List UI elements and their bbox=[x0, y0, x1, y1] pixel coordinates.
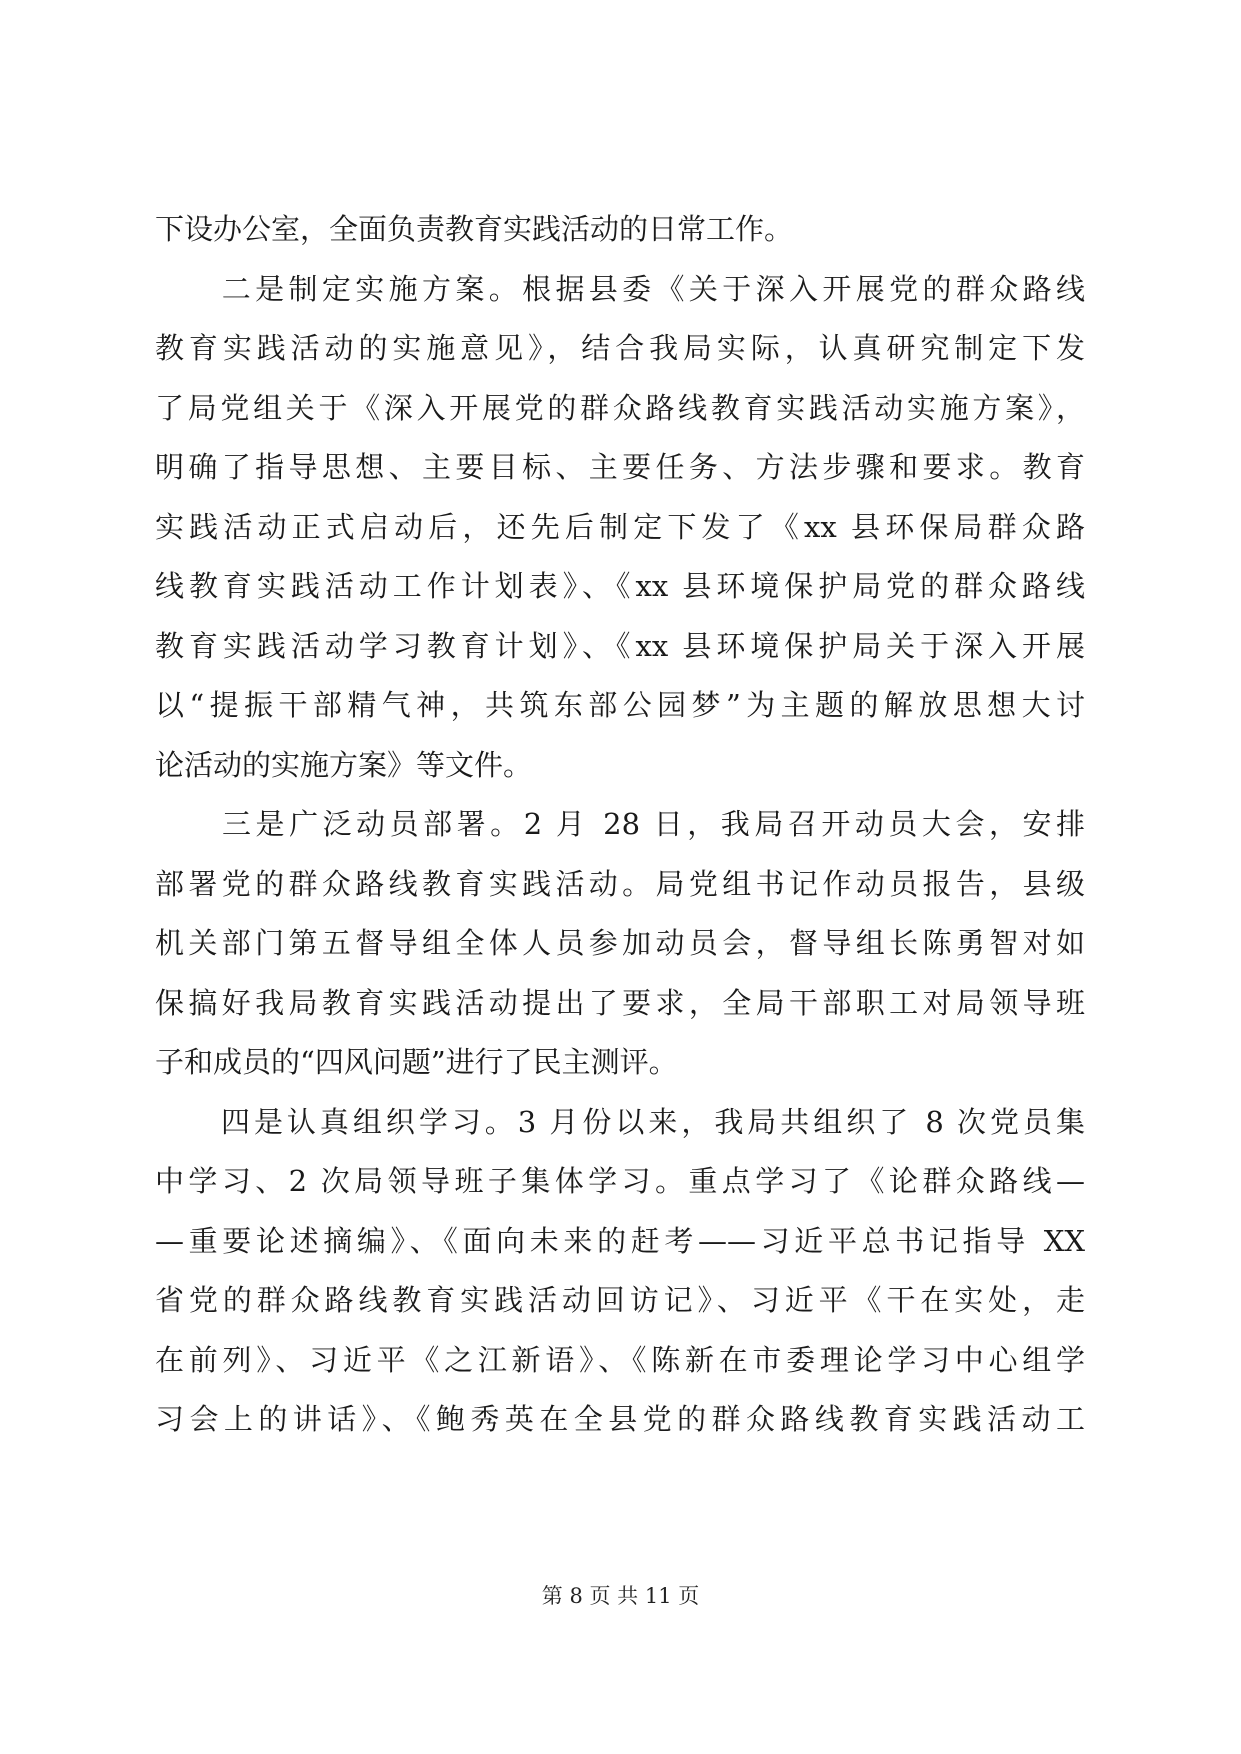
text-line: 习会上的讲话》、《鲍秀英在全县党的群众路线教育实践活动工 bbox=[155, 1402, 1085, 1436]
text-line: 以“提振干部精气神，共筑东部公园梦”为主题的解放思想大讨 bbox=[155, 688, 1085, 722]
text-line: 部署党的群众路线教育实践活动。局党组书记作动员报告，县级 bbox=[155, 866, 1085, 901]
text-line: 三是广泛动员部署。2 月 28 日，我局召开动员大会，安排 bbox=[155, 807, 1085, 841]
text-line: 实践活动正式启动后，还先后制定下发了《xx 县环保局群众路 bbox=[155, 509, 1085, 544]
text-line: 下设办公室，全面负责教育实践活动的日常工作。 bbox=[155, 212, 794, 246]
text-line: 机关部门第五督导组全体人员参加动员会，督导组长陈勇智对如 bbox=[155, 926, 1085, 960]
text-line: 四是认真组织学习。3 月份以来，我局共组织了 8 次党员集 bbox=[155, 1104, 1085, 1139]
text-line: 二是制定实施方案。根据县委《关于深入开展党的群众路线 bbox=[155, 271, 1085, 306]
text-line: 省党的群众路线教育实践活动回访记》、习近平《干在实处，走 bbox=[155, 1283, 1085, 1317]
body-text bbox=[155, 200, 1085, 1450]
page-footer: 第 8 页 共 11 页 bbox=[541, 1584, 700, 1608]
text-line: 了局党组关于《深入开展党的群众路线教育实践活动实施方案》， bbox=[155, 390, 1085, 425]
text-line: 子和成员的“四风问题”进行了民主测评。 bbox=[155, 1045, 678, 1079]
text-line: 线教育实践活动工作计划表》、《xx 县环境保护局党的群众路线 bbox=[155, 569, 1085, 603]
text-line: 明确了指导思想、主要目标、主要任务、方法步骤和要求。教育 bbox=[155, 450, 1085, 484]
text-line: 教育实践活动的实施意见》，结合我局实际，认真研究制定下发 bbox=[155, 331, 1085, 365]
text-line: —重要论述摘编》、《面向未来的赶考——习近平总书记指导 XX bbox=[155, 1223, 1085, 1258]
text-line: 论活动的实施方案》等文件。 bbox=[155, 747, 533, 782]
text-line: 在前列》、习近平《之江新语》、《陈新在市委理论学习中心组学 bbox=[155, 1342, 1085, 1377]
text-line: 教育实践活动学习教育计划》、《xx 县环境保护局关于深入开展 bbox=[155, 628, 1085, 663]
text-line: 中学习、2 次局领导班子集体学习。重点学习了《论群众路线— bbox=[155, 1164, 1085, 1198]
text-line: 保搞好我局教育实践活动提出了要求，全局干部职工对局领导班 bbox=[155, 985, 1085, 1020]
